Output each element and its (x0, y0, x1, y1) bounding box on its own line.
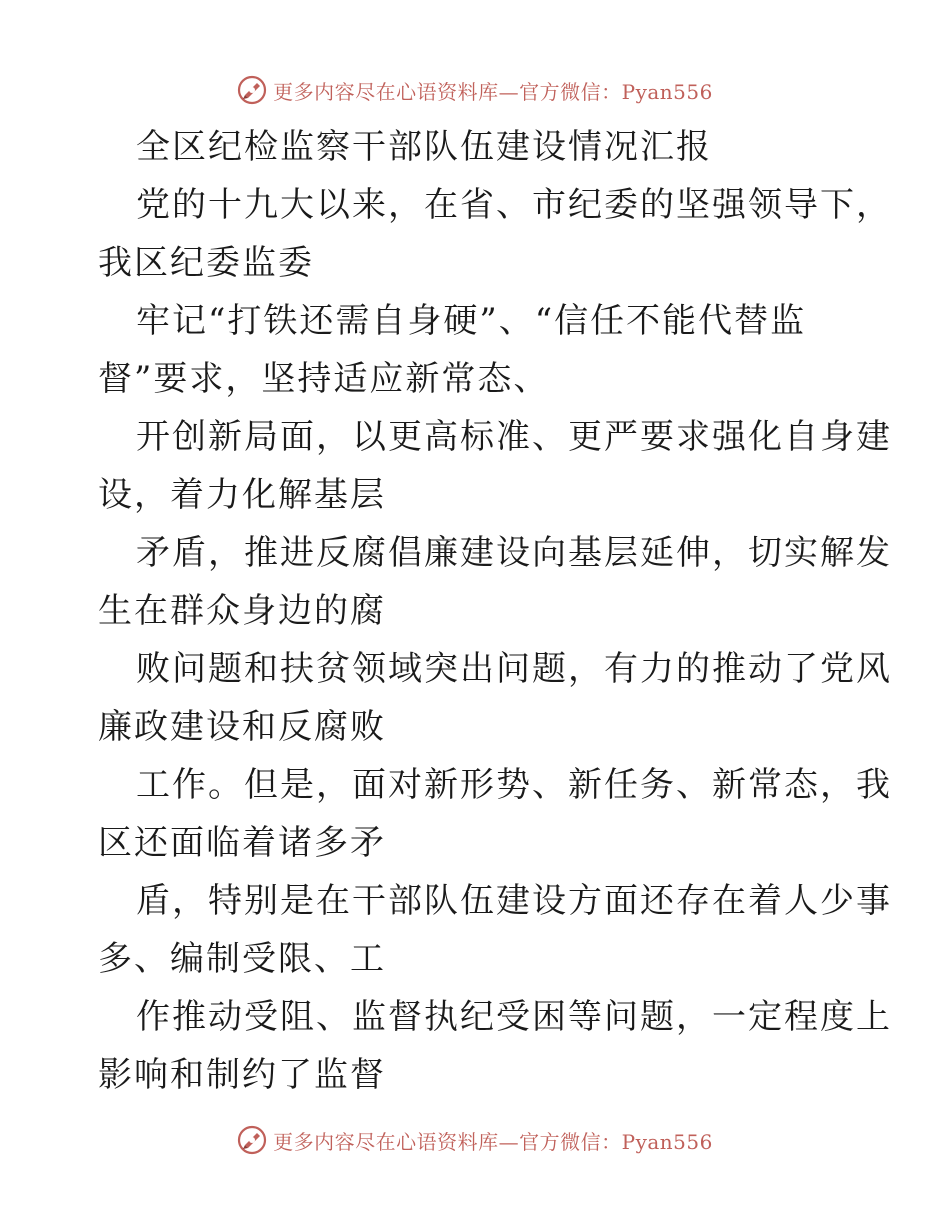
watermark-footer (0, 1120, 950, 1160)
paragraph-line: 影响和制约了监督 (98, 1055, 386, 1095)
paragraph-line: 多、编制受限、工 (98, 939, 386, 979)
paragraph-line: 工作。但是，面对新形势、新任务、新常态，我 (136, 765, 892, 805)
paragraph-line: 生在群众身边的腐 (98, 591, 386, 631)
paragraph-line: 作推动受阻、监督执纪受困等问题，一定程度上 (136, 997, 892, 1037)
paragraph-line: 盾，特别是在干部队伍建设方面还存在着人少事 (136, 881, 892, 921)
watermark-text: 更多内容尽在心语资料库—官方微信：Pyan556 (273, 1129, 713, 1154)
paragraph-line: 督”要求，坚持适应新常态、 (98, 359, 550, 399)
book-pen-icon (237, 1125, 267, 1155)
paragraph-line: 区还面临着诸多矛 (98, 823, 386, 863)
paragraph-line: 开创新局面，以更高标准、更严要求强化自身建 (136, 417, 892, 457)
paragraph-line: 廉政建设和反腐败 (98, 707, 386, 747)
paragraph-line: 设，着力化解基层 (98, 475, 386, 515)
document-body (98, 118, 892, 1104)
paragraph-line: 牢记“打铁还需自身硬”、“信任不能代替监 (136, 301, 807, 341)
watermark-header (0, 70, 950, 110)
paragraph-line: 败问题和扶贫领域突出问题，有力的推动了党风 (136, 649, 892, 689)
document-title: 全区纪检监察干部队伍建设情况汇报 (136, 127, 712, 167)
book-pen-icon (237, 75, 267, 105)
watermark-text: 更多内容尽在心语资料库—官方微信：Pyan556 (273, 79, 713, 104)
paragraph-line: 我区纪委监委 (98, 243, 314, 283)
paragraph-line: 党的十九大以来，在省、市纪委的坚强领导下， (136, 185, 892, 225)
paragraph-line: 矛盾，推进反腐倡廉建设向基层延伸，切实解发 (136, 533, 892, 573)
